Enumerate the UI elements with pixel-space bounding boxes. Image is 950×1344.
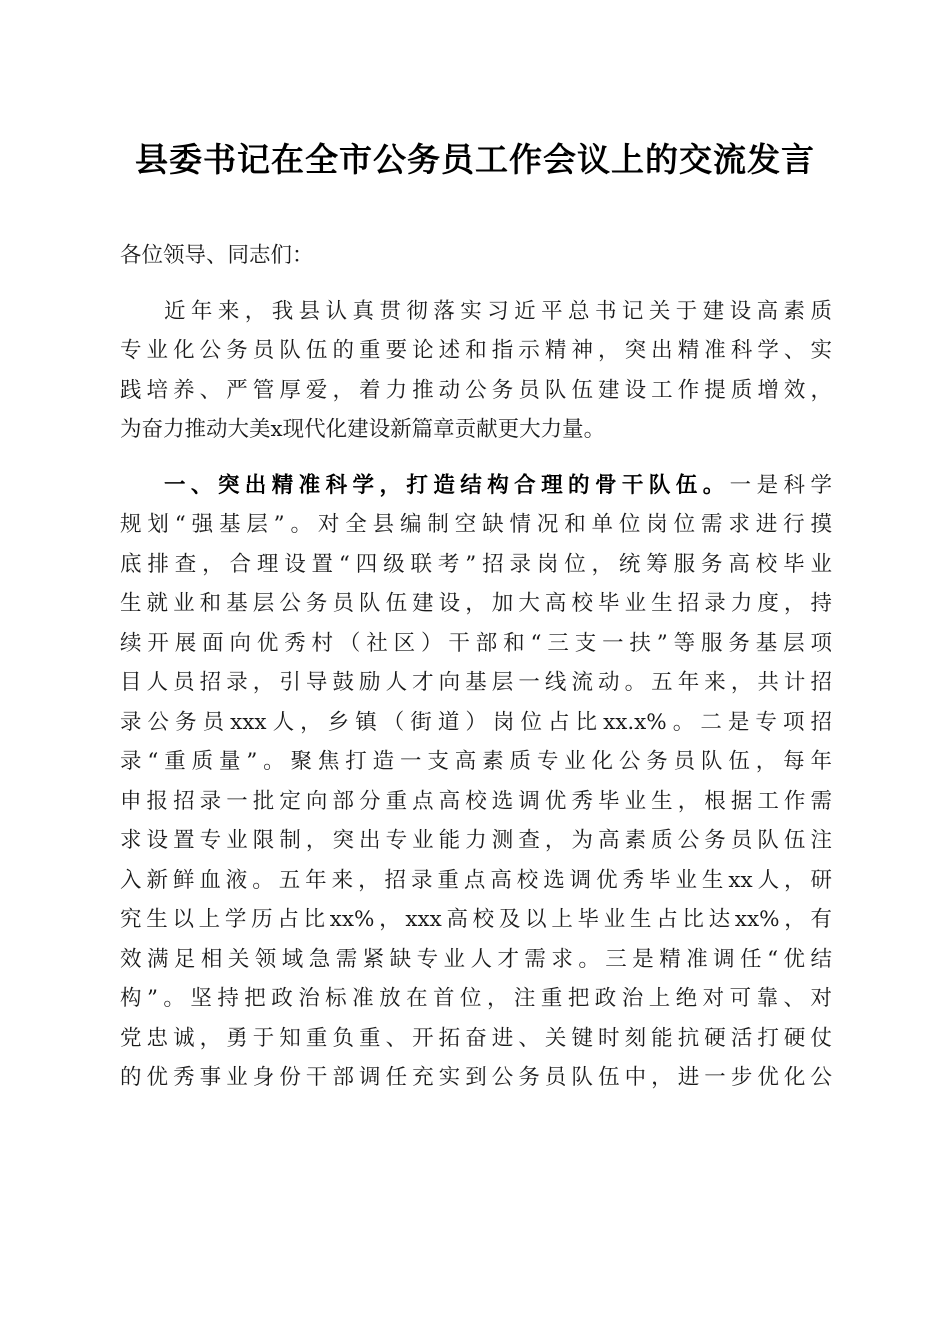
section-heading: 一、突出精准科学，打造结构合理的骨干队伍。 [164,472,730,498]
greeting: 各位领导、同志们： [120,243,314,268]
section-heading-continuation: 一是科学 [729,472,832,498]
paragraph-line: 的优秀事业身份干部调任充实到公务员队伍中，进一步优化公 [120,1065,832,1090]
paragraph-line: 规划“强基层”。对全县编制空缺情况和单位岗位需求进行摸 [120,512,832,537]
paragraph-line: 录“重质量”。聚焦打造一支高素质专业化公务员队伍，每年 [120,749,832,774]
paragraph-line: 效满足相关领域急需紧缺专业人才需求。三是精准调任“优结 [120,946,832,972]
section-heading-line [120,466,832,506]
paragraph-line: 为奋力推动大美x现代化建设新篇章贡献更大力量。 [120,417,606,442]
paragraph-line: 党忠诚，勇于知重负重、开拓奋进、关键时刻能抗硬活打硬仗 [120,1025,832,1051]
intro-paragraph [120,292,832,450]
paragraph-line: 专业化公务员队伍的重要论述和指示精神，突出精准科学、实 [120,338,832,363]
paragraph-line: 生就业和基层公务员队伍建设，加大高校毕业生招录力度，持 [120,591,832,616]
paragraph-line: 构”。坚持把政治标准放在首位，注重把政治上绝对可靠、对 [120,986,832,1011]
paragraph-line: 续开展面向优秀村（社区）干部和“三支一扶”等服务基层项 [120,630,832,656]
paragraph-line: 求设置专业限制，突出专业能力测查，为高素质公务员队伍注 [120,828,832,853]
paragraph-line: 申报招录一批定向部分重点高校选调优秀毕业生，根据工作需 [120,788,832,814]
paragraph-line: 入新鲜血液。五年来，招录重点高校选调优秀毕业生xx人，研 [120,867,832,893]
paragraph-line: 究生以上学历占比xx%，xxx高校及以上毕业生占比达xx%，有 [120,907,832,932]
paragraph-line: 践培养、严管厚爱，着力推动公务员队伍建设工作提质增效， [120,377,832,403]
paragraph-line: 近年来，我县认真贯彻落实习近平总书记关于建设高素质 [164,298,832,324]
paragraph-line: 底排查，合理设置“四级联考”招录岗位，统筹服务高校毕业 [120,551,832,577]
section-1-paragraph [120,466,832,1098]
paragraph-line: 目人员招录，引导鼓励人才向基层一线流动。五年来，共计招 [120,670,832,695]
paragraph-line: 录公务员xxx人，乡镇（街道）岗位占比xx.x%。二是专项招 [120,709,832,735]
document-title: 县委书记在全市公务员工作会议上的交流发言 [135,140,815,179]
document-body [120,236,832,1098]
